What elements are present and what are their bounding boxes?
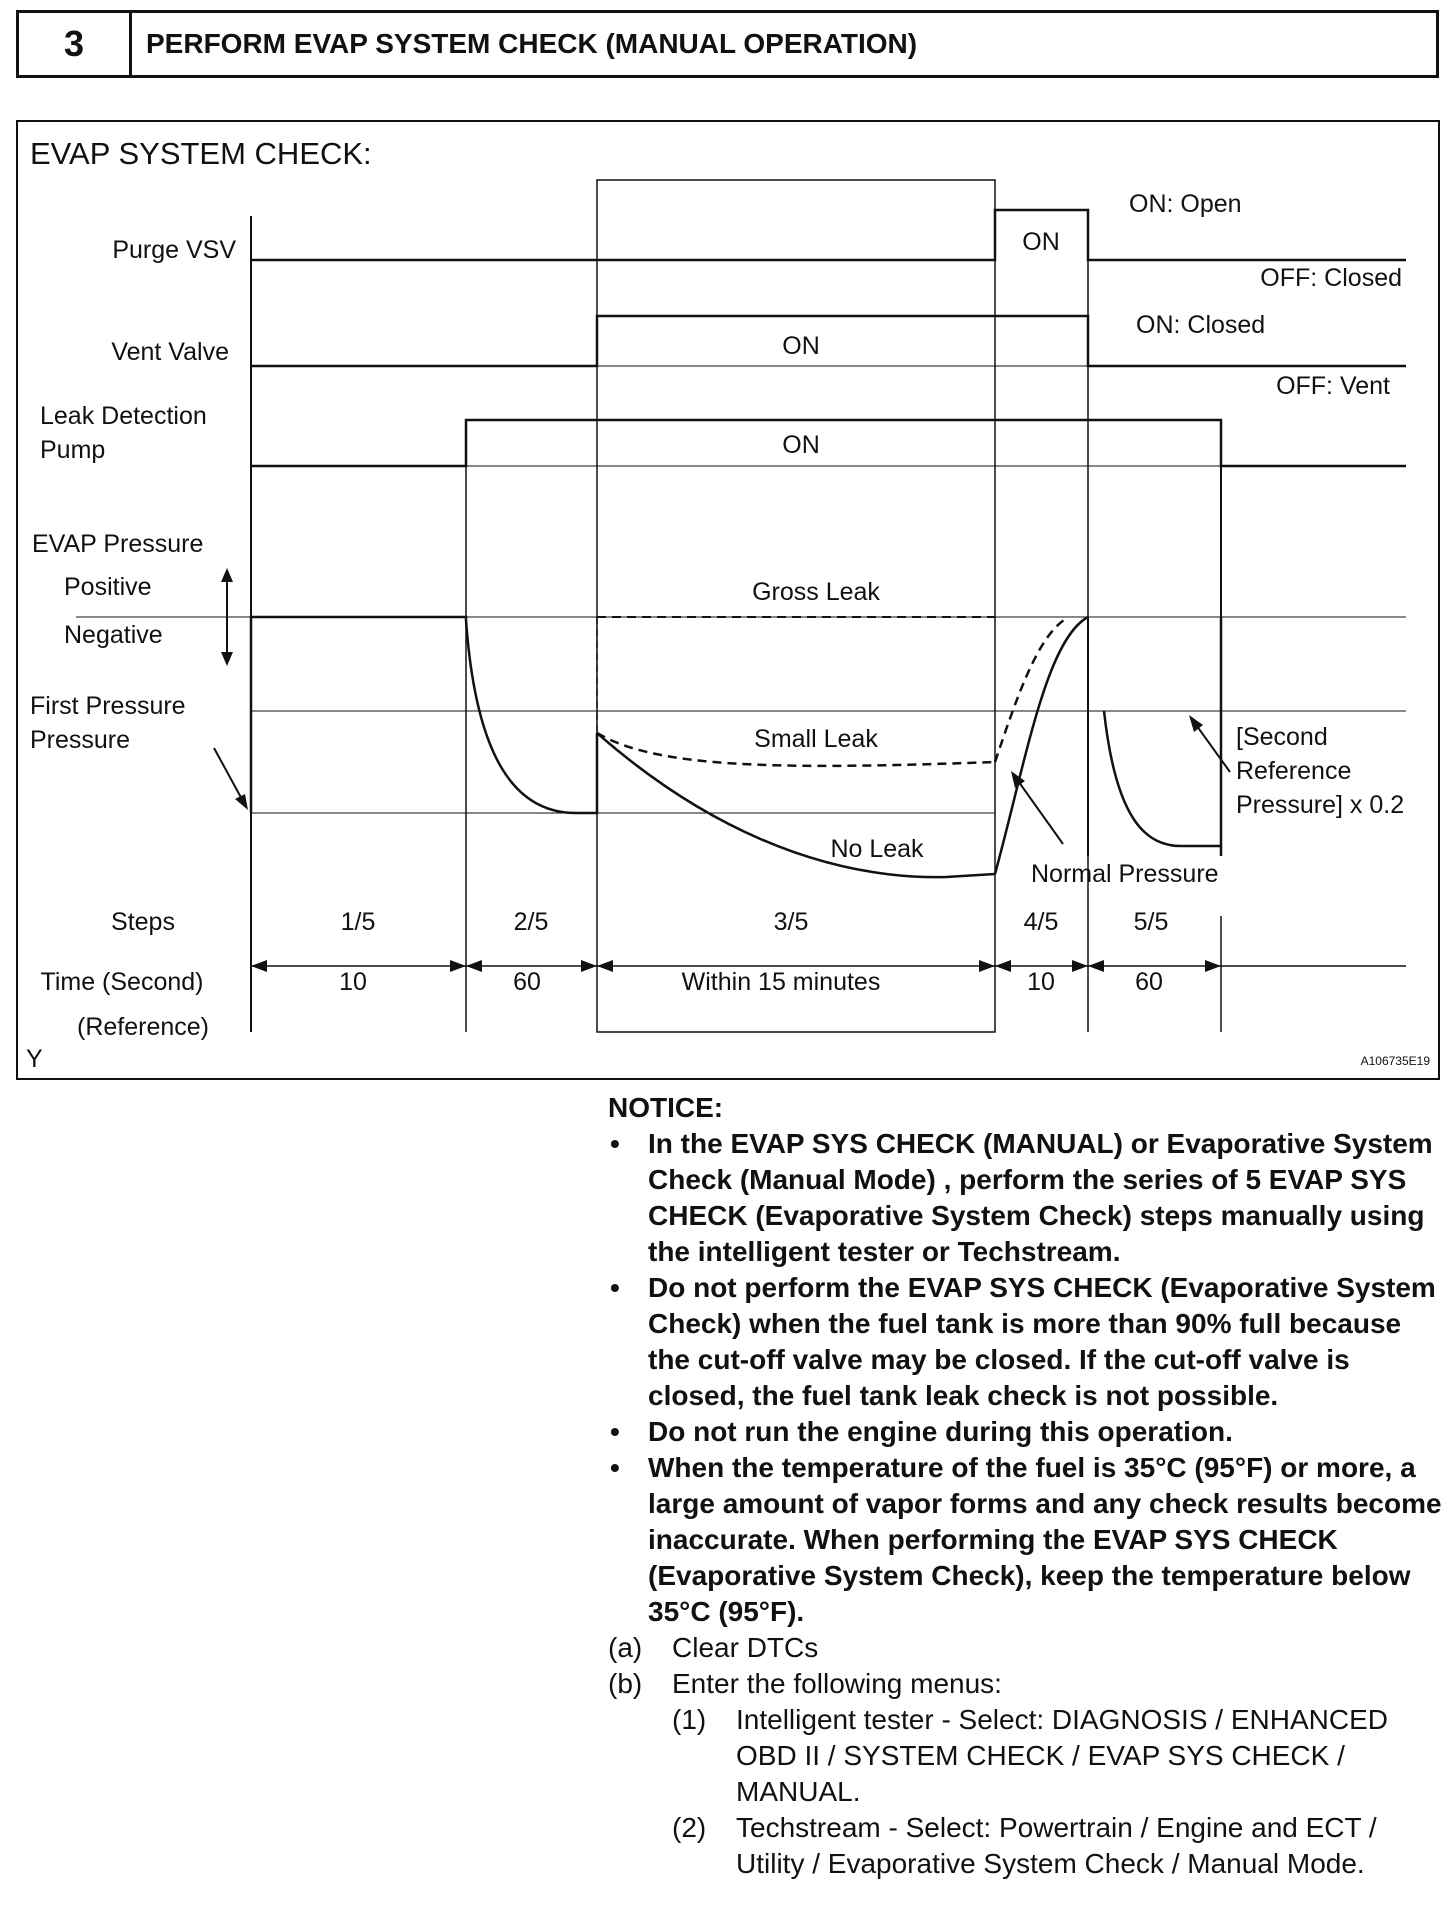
step-title: PERFORM EVAP SYSTEM CHECK (MANUAL OPERATION): [146, 28, 918, 59]
step-b1-mark: (1): [672, 1704, 707, 1735]
step-header: [16, 10, 1439, 78]
corner-mark: Y: [26, 1045, 43, 1073]
second-ref-arrowhead: [1189, 715, 1203, 732]
step-a: [608, 1630, 1448, 1666]
notice-text: In the EVAP SYS CHECK (MANUAL) or Evaporative System Check (Manual Mode) , perform the series of 5 EVAP SYS CHECK (Evaporative System Check) steps manually using the intelligent tester or Techstream.: [648, 1128, 1433, 1267]
label-leak-pump-2: Pump: [40, 436, 106, 464]
second-ref-pointer: [1194, 722, 1230, 772]
time-1: 10: [339, 968, 367, 996]
time-3: Within 15 minutes: [681, 968, 881, 996]
bullet: •: [610, 1416, 620, 1447]
leak-pump-signal: [251, 420, 1406, 466]
notice-item: [608, 1270, 1448, 1414]
step-1-label: 1/5: [340, 908, 376, 936]
label-negative: Negative: [64, 621, 163, 649]
time-2: 60: [513, 968, 541, 996]
reference-label: (Reference): [77, 1013, 209, 1041]
notice-section: [608, 1090, 1448, 1882]
figure-id: A106735E19: [1360, 1054, 1430, 1068]
time-4: 10: [1027, 968, 1055, 996]
gross-leak-label: Gross Leak: [752, 578, 880, 606]
step-b-mark: (b): [608, 1668, 643, 1699]
step-a-text: Clear DTCs: [672, 1632, 819, 1663]
time-5: 60: [1135, 968, 1163, 996]
notice-text: Do not run the engine during this operation.: [648, 1416, 1233, 1447]
evap-timing-diagram: [16, 120, 1440, 1080]
timing-diagram-svg: [16, 120, 1440, 1080]
label-first-pressure-1: First Pressure: [30, 692, 186, 720]
notice-title: NOTICE:: [608, 1092, 724, 1123]
purge-on-label: ON: [1022, 228, 1060, 256]
figure-frame: [17, 121, 1439, 1079]
step-number: 3: [19, 13, 132, 75]
step5-curve: [1104, 711, 1221, 846]
step-b-text: Enter the following menus:: [672, 1668, 1002, 1699]
figure-title: EVAP SYSTEM CHECK:: [30, 136, 372, 171]
state-off-vent: OFF: Vent: [1276, 372, 1390, 400]
normal-pressure-curve: [995, 617, 1088, 874]
arrow-down-head: [221, 652, 233, 666]
normal-pressure-pointer: [1016, 778, 1063, 844]
arrow-up-head: [221, 568, 233, 582]
step-b2-mark: (2): [672, 1812, 707, 1843]
notice-list: [608, 1126, 1448, 1630]
step-b: [608, 1666, 1448, 1882]
label-evap-pressure: EVAP Pressure: [32, 530, 204, 558]
pump-on-label: ON: [782, 431, 820, 459]
small-leak-label: Small Leak: [754, 725, 878, 753]
label-purge-vsv: Purge VSV: [112, 236, 236, 264]
bullet: •: [610, 1272, 620, 1303]
step-3-label: 3/5: [773, 908, 809, 936]
second-ref-label-3: Pressure] x 0.2: [1236, 791, 1405, 819]
bullet: •: [610, 1128, 620, 1159]
state-on-closed: ON: Closed: [1136, 311, 1266, 339]
vent-on-label: ON: [782, 332, 820, 360]
time-label: Time (Second): [40, 968, 204, 996]
normal-pressure-arrowhead: [1011, 771, 1025, 788]
notice-text: Do not perform the EVAP SYS CHECK (Evaporative System Check) when the fuel tank is more than 90% full because the cut-off valve may be closed. If the cut-off valve is closed, the fuel tank leak check is not possible.: [648, 1272, 1436, 1411]
state-on-open: ON: Open: [1129, 190, 1242, 218]
notice-text: When the temperature of the fuel is 35°C (95°F) or more, a large amount of vapor forms and any check results become inaccurate. When performing the EVAP SYS CHECK (Evaporative System Check), keep the temperature below 35°C (95°F).: [648, 1452, 1442, 1627]
step-a-mark: (a): [608, 1632, 643, 1663]
first-pressure-arrowhead: [235, 794, 248, 810]
label-vent-valve: Vent Valve: [111, 338, 229, 366]
second-ref-label-1: [Second: [1236, 723, 1328, 751]
pressure-trace-steps1-2: [251, 617, 597, 813]
normal-pressure-label: Normal Pressure: [1031, 860, 1219, 888]
step-5-label: 5/5: [1133, 908, 1169, 936]
label-positive: Positive: [64, 573, 152, 601]
second-ref-label-2: Reference: [1236, 757, 1352, 785]
step-b2: [608, 1810, 1448, 1882]
label-first-pressure-2: Pressure: [30, 726, 131, 754]
step-b1-text: Intelligent tester - Select: DIAGNOSIS / ENHANCED OBD II / SYSTEM CHECK / EVAP SYS CHECK / MANUAL.: [736, 1704, 1388, 1807]
first-pressure-pointer: [214, 748, 244, 803]
notice-item: [608, 1414, 1448, 1450]
step3-box: [597, 180, 995, 1032]
step-b2-text: Techstream - Select: Powertrain / Engine and ECT / Utility / Evaporative System Check / Manual Mode.: [736, 1812, 1377, 1879]
bullet: •: [610, 1452, 620, 1483]
notice-item: [608, 1450, 1448, 1630]
step-b-substeps: [672, 1702, 1448, 1882]
step-4-label: 4/5: [1023, 908, 1059, 936]
steps-label: Steps: [111, 908, 175, 936]
step-b1: [608, 1702, 1448, 1810]
procedure-steps: [608, 1630, 1448, 1882]
label-leak-pump-1: Leak Detection: [40, 402, 207, 430]
notice-item: [608, 1126, 1448, 1270]
step-2-label: 2/5: [513, 908, 549, 936]
no-leak-label: No Leak: [830, 835, 924, 863]
state-off-closed: OFF: Closed: [1260, 264, 1402, 292]
